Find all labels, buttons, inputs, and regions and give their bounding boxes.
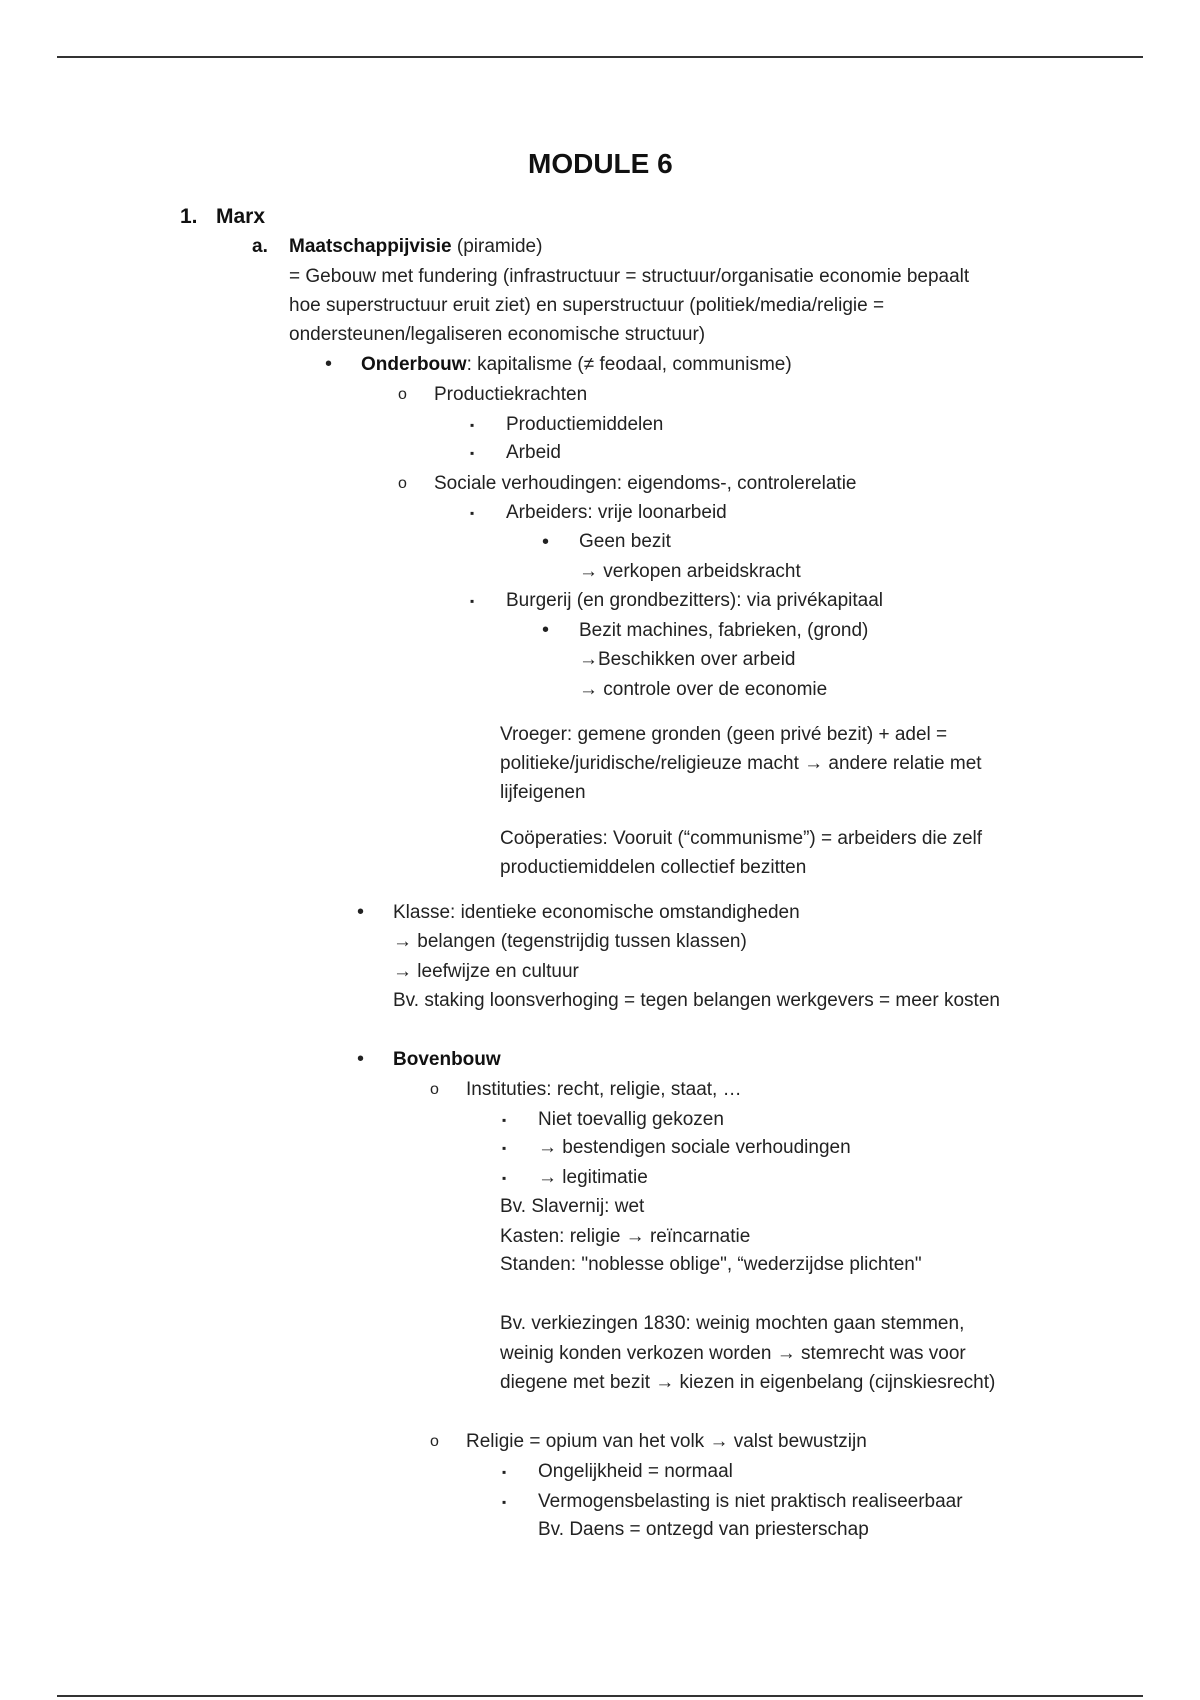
subsection-note: (piramide) [451,236,543,257]
instituties-example: Kasten: religie → reïncarnatie [500,1226,751,1247]
subsection-desc-line: hoe superstructuur eruit ziet) en superstructuur (politiek/media/religie = [289,295,885,316]
onderbouw-line [361,353,792,377]
religie-item: Ongelijkheid = normaal [538,1461,733,1482]
arbeiders-label: Arbeiders: vrije loonarbeid [506,502,727,523]
bullet-square: ▪ [502,1113,507,1127]
subsection-heading [289,235,542,259]
burgerij-sub: → controle over de economie [579,679,828,700]
instituties-example: Standen: "noblesse oblige", “wederzijdse plichten" [500,1254,922,1275]
bullet-dot: • [542,531,550,553]
bullet-dot: • [357,901,365,923]
vroeger-line: politieke/juridische/religieuze macht → andere relatie met [500,753,982,774]
section-title: Marx [216,205,266,228]
klasse-line: Bv. staking loonsverhoging = tegen belangen werkgevers = meer kosten [393,990,1000,1011]
sociale-label: Sociale verhoudingen: eigendoms-, controlerelatie [434,473,857,494]
subsection-letter: a. [252,236,268,257]
subsection-title: Maatschappijvisie [289,236,452,257]
arbeiders-sub: → verkopen arbeidskracht [579,561,801,582]
onderbouw-label: Onderbouw [361,354,467,375]
klasse-line: Klasse: identieke economische omstandigheden [393,902,800,923]
subsection-desc-line: = Gebouw met fundering (infrastructuur = structuur/organisatie economie bepaalt [289,266,970,287]
page-title: MODULE 6 [528,148,673,179]
verkiezingen-line: Bv. verkiezingen 1830: weinig mochten gaan stemmen, [500,1313,965,1334]
productiekrachten-label: Productiekrachten [434,384,588,405]
burgerij-label: Burgerij (en grondbezitters): via privékapitaal [506,590,884,611]
instituties-example: Bv. Slavernij: wet [500,1196,645,1217]
bullet-square: ▪ [470,506,475,520]
instituties-item: → legitimatie [538,1167,648,1188]
religie-label: Religie = opium van het volk → valst bewustzijn [466,1431,867,1452]
bullet-square: ▪ [502,1141,507,1155]
vroeger-line: lijfeigenen [500,782,586,803]
klasse-line: → belangen (tegenstrijdig tussen klassen) [393,931,747,952]
instituties-item: → bestendigen sociale verhoudingen [538,1137,851,1158]
onderbouw-rest: : kapitalisme (≠ feodaal, communisme) [466,354,792,375]
instituties-label: Instituties: recht, religie, staat, … [466,1079,742,1100]
bullet-square: ▪ [502,1171,507,1185]
bullet-circle: o [398,386,407,403]
instituties-item: Niet toevallig gekozen [538,1109,724,1130]
bullet-square: ▪ [470,594,475,608]
bullet-square: ▪ [470,446,475,460]
bullet-circle: o [430,1081,439,1098]
productiekrachten-item: Arbeid [506,442,561,463]
bullet-square: ▪ [470,418,475,432]
arbeiders-sub: Geen bezit [579,531,671,552]
productiekrachten-item: Productiemiddelen [506,414,664,435]
bovenbouw-label: Bovenbouw [393,1049,501,1070]
verkiezingen-line: diegene met bezit → kiezen in eigenbelang (cijnskiesrecht) [500,1372,996,1393]
burgerij-sub: →Beschikken over arbeid [579,649,796,670]
vroeger-line: Vroeger: gemene gronden (geen privé bezit) + adel = [500,724,948,745]
bullet-dot: • [542,619,550,641]
bullet-circle: o [430,1433,439,1450]
religie-item: Vermogensbelasting is niet praktisch realiseerbaar [538,1491,963,1512]
bullet-square: ▪ [502,1465,507,1479]
bullet-dot: • [357,1048,365,1070]
religie-example: Bv. Daens = ontzegd van priesterschap [538,1519,869,1540]
bullet-dot: • [325,353,333,375]
footer-rule [57,1695,1143,1697]
header-rule [57,56,1143,58]
klasse-line: → leefwijze en cultuur [393,961,579,982]
verkiezingen-line: weinig konden verkozen worden → stemrecht was voor [500,1343,966,1364]
bullet-circle: o [398,475,407,492]
bullet-square: ▪ [502,1495,507,1509]
burgerij-sub: Bezit machines, fabrieken, (grond) [579,620,869,641]
subsection-desc-line: ondersteunen/legaliseren economische structuur) [289,324,706,345]
section-number: 1. [180,205,198,228]
cooperaties-line: productiemiddelen collectief bezitten [500,857,807,878]
cooperaties-line: Coöperaties: Vooruit (“communisme”) = arbeiders die zelf [500,828,983,849]
